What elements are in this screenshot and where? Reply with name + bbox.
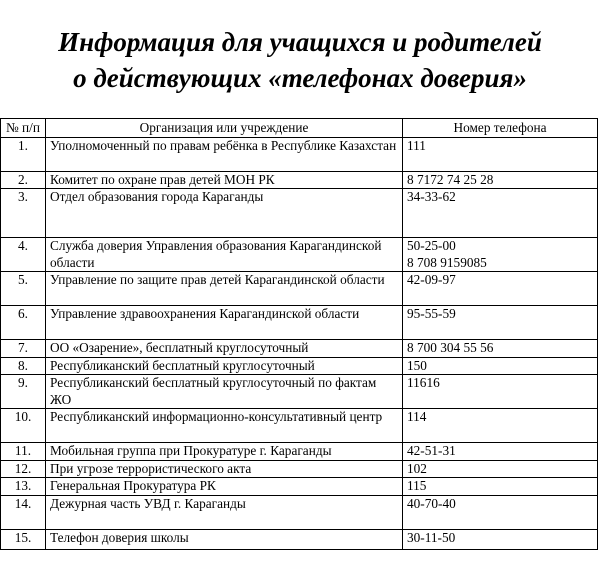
row-number: 3. <box>1 189 46 238</box>
table-row <box>1 357 598 375</box>
phone-cell <box>403 171 598 189</box>
organization-name: Генеральная Прокуратура РК <box>46 478 403 496</box>
phone-cell <box>403 409 598 443</box>
phone-number: 50-25-00 <box>407 238 456 253</box>
phone-number: 34-33-62 <box>407 189 456 204</box>
phone-cell <box>403 478 598 496</box>
table-row <box>1 272 598 306</box>
organization-name: Отдел образования города Караганды <box>46 189 403 238</box>
phone-cell <box>403 529 598 549</box>
phone-number: 111 <box>407 137 426 153</box>
table-row <box>1 306 598 340</box>
row-number: 9. <box>1 375 46 409</box>
organization-name: Республиканский бесплатный круглосуточный <box>46 357 403 375</box>
table-header-row <box>1 119 598 138</box>
row-number: 7. <box>1 340 46 358</box>
title-line-1: Информация для учащихся и родителей <box>58 27 542 57</box>
phone-cell <box>403 137 598 171</box>
phone-number: 115 <box>407 478 427 493</box>
organization-name: Республиканский бесплатный круглосуточный по фактам ЖО <box>46 375 403 409</box>
row-number: 1. <box>1 137 46 171</box>
organization-name: Дежурная часть УВД г. Караганды <box>46 495 403 529</box>
table-row <box>1 340 598 358</box>
table-row <box>1 460 598 478</box>
phone-cell <box>403 460 598 478</box>
row-number: 5. <box>1 272 46 306</box>
phone-number: 40-70-40 <box>407 495 456 511</box>
phone-cell <box>403 189 598 238</box>
phone-number: 8 700 304 55 56 <box>407 340 494 355</box>
organization-name: Управление здравоохранения Карагандинской области <box>46 306 403 340</box>
organization-name: Управление по защите прав детей Карагандинской области <box>46 272 403 306</box>
organization-name: Служба доверия Управления образования Карагандинской области <box>46 238 403 272</box>
row-number: 4. <box>1 238 46 272</box>
phone-number: 30-11-50 <box>407 529 456 545</box>
phone-number: 8 708 9159085 <box>407 254 487 270</box>
row-number: 12. <box>1 460 46 478</box>
phone-cell <box>403 443 598 461</box>
table-row <box>1 409 598 443</box>
organization-name: При угрозе террористического акта <box>46 460 403 478</box>
phone-number: 150 <box>407 357 427 373</box>
table-row <box>1 478 598 496</box>
organization-name: ОО «Озарение», бесплатный круглосуточный <box>46 340 403 358</box>
organization-name: Комитет по охране прав детей МОН РК <box>46 171 403 189</box>
table-row <box>1 495 598 529</box>
row-number: 6. <box>1 306 46 340</box>
phone-cell <box>403 495 598 529</box>
phone-number: 102 <box>407 460 427 476</box>
phone-cell <box>403 306 598 340</box>
column-header-number: № п/п <box>1 119 46 138</box>
hotline-table <box>0 118 598 550</box>
organization-name: Телефон доверия школы <box>46 529 403 549</box>
title-line-2: о действующих «телефонах доверия» <box>73 63 527 93</box>
row-number: 8. <box>1 357 46 375</box>
table-row <box>1 137 598 171</box>
phone-number: 8 7172 74 25 28 <box>407 171 494 187</box>
row-number: 2. <box>1 171 46 189</box>
table-row <box>1 189 598 238</box>
table-row <box>1 443 598 461</box>
organization-name: Республиканский информационно-консультативный центр <box>46 409 403 443</box>
table-row <box>1 171 598 189</box>
phone-cell <box>403 357 598 375</box>
phone-cell <box>403 340 598 358</box>
organization-name: Уполномоченный по правам ребёнка в Республике Казахстан <box>46 137 403 171</box>
row-number: 10. <box>1 409 46 443</box>
page-title <box>0 24 600 96</box>
phone-number: 11616 <box>407 375 440 390</box>
row-number: 14. <box>1 495 46 529</box>
row-number: 15. <box>1 529 46 549</box>
row-number: 11. <box>1 443 46 461</box>
table-row <box>1 529 598 549</box>
organization-name: Мобильная группа при Прокуратуре г. Караганды <box>46 443 403 461</box>
phone-cell <box>403 375 598 409</box>
phone-cell <box>403 272 598 306</box>
phone-number: 42-51-31 <box>407 443 456 458</box>
column-header-phone: Номер телефона <box>403 119 598 138</box>
table-row <box>1 238 598 272</box>
row-number: 13. <box>1 478 46 496</box>
table-row <box>1 375 598 409</box>
phone-number: 95-55-59 <box>407 306 456 321</box>
phone-cell <box>403 238 598 272</box>
phone-number: 114 <box>407 409 427 424</box>
column-header-organization: Организация или учреждение <box>46 119 403 138</box>
phone-number: 42-09-97 <box>407 272 456 287</box>
